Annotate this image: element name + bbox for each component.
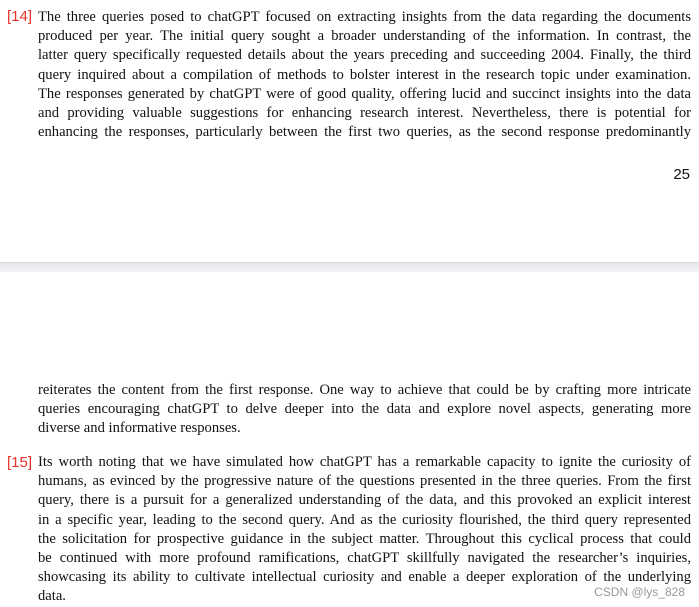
paragraph-14-continued [38, 381, 691, 439]
text-line: Its worth noting that we have simulated how chatGPT has a remarkable capacity to ignite the curiosity of [38, 454, 691, 470]
text-line: produced per year. The initial query sought a broader understanding of the information. In contrast, the [38, 28, 691, 45]
reference-marker-15[interactable]: [15] [7, 454, 33, 471]
text-line: query, there is a pursuit for a generalized understanding of the data, and this provoked an explicit interest [38, 492, 691, 509]
text-line: humans, as evinced by the progressive nature of the questions presented in the three queries. From the first [38, 473, 691, 490]
text-line: The three queries posed to chatGPT focused on extracting insights from the data regarding the documents [38, 9, 691, 25]
text-line: enhancing the responses, particularly between the first two queries, as the second response predominantly [38, 124, 691, 141]
text-line: queries encouraging chatGPT to delve deeper into the data and explore novel aspects, generating more [38, 401, 691, 418]
document-page-upper [0, 0, 699, 262]
page-number: 25 [673, 166, 690, 183]
text-line: in a specific year, leading to the second query. And as the curiosity flourished, the third query represented [38, 511, 691, 528]
text-line: latter query specifically requested details about the years preceding and succeeding 2004. Finally, the third [38, 47, 691, 64]
text-line: and providing valuable suggestions for enhancing research interest. Nevertheless, there is potential for [38, 105, 691, 122]
reference-marker-14[interactable]: [14] [7, 8, 33, 25]
text-line: data. [38, 588, 66, 605]
text-line: the solicitation for prospective guidance in the subject matter. Throughout this cyclical process that could [38, 530, 691, 547]
text-line: The responses generated by chatGPT were of good quality, offering lucid and succinct insights into the data [38, 85, 691, 102]
document-page-lower [0, 272, 699, 607]
text-line: diverse and informative responses. [38, 420, 241, 437]
paragraph-14 [38, 8, 691, 142]
text-line: showcasing its ability to cultivate intellectual curiosity and enable a deeper exploration of the underlying [38, 569, 691, 586]
text-line: query inquired about a compilation of methods to bolster interest in the research topic under examination. [38, 66, 691, 83]
csdn-watermark: CSDN @lys_828 [594, 585, 685, 599]
text-line: be continued with more profound ramifications, chatGPT skillfully navigated the researcher’s inquiries, [38, 550, 691, 567]
text-line: reiterates the content from the first response. One way to achieve that could be by crafting more intricate [38, 382, 691, 398]
paragraph-15 [38, 453, 691, 607]
